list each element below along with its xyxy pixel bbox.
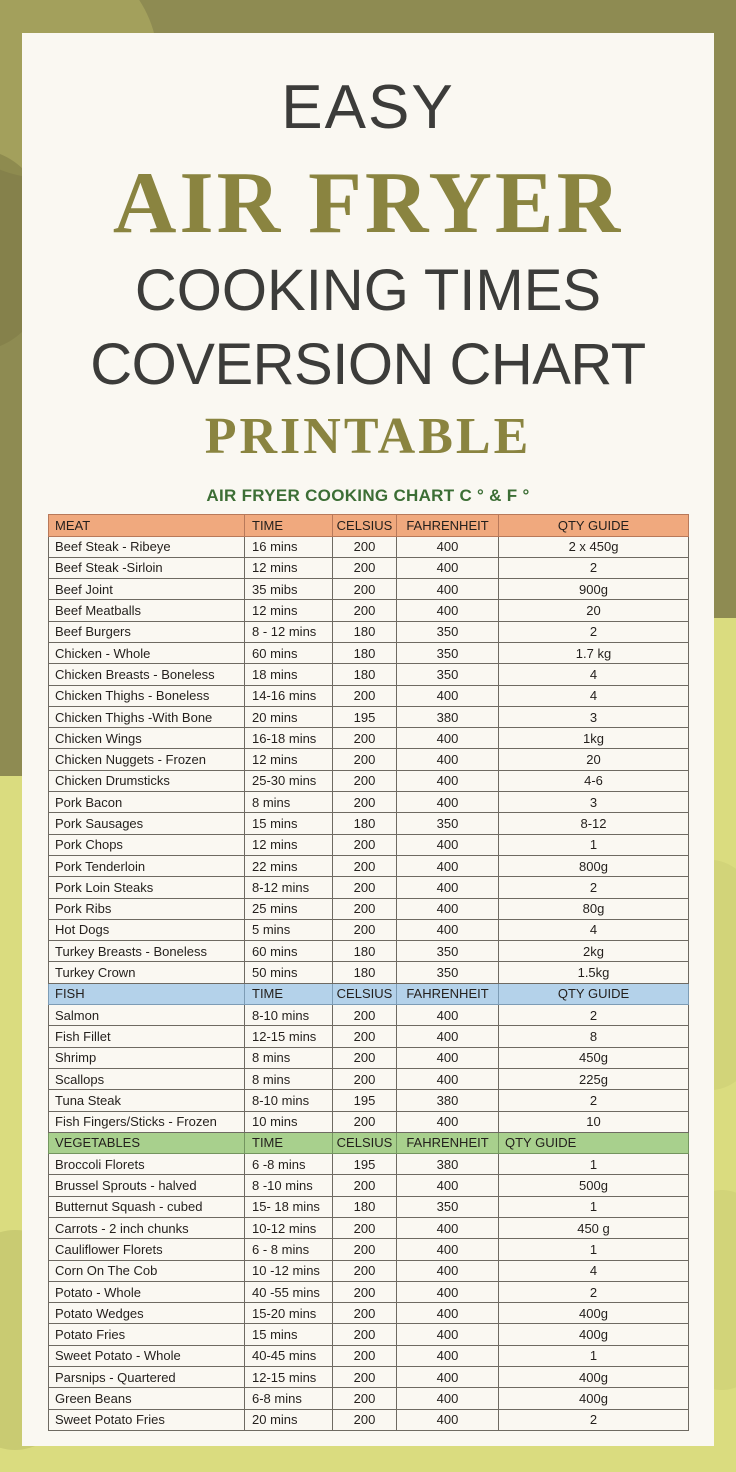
cell-time: 10-12 mins [245, 1218, 333, 1239]
cell-qty: 80g [499, 898, 689, 919]
cooking-chart-table [48, 514, 689, 1431]
cell-cel: 200 [333, 919, 397, 940]
cell-fah: 400 [397, 919, 499, 940]
cell-name: Carrots - 2 inch chunks [49, 1218, 245, 1239]
column-header-time: TIME [245, 983, 333, 1004]
table-row [49, 1090, 689, 1111]
cell-name: Brussel Sprouts - halved [49, 1175, 245, 1196]
cell-fah: 400 [397, 1026, 499, 1047]
cell-cel: 200 [333, 600, 397, 621]
column-header-time: TIME [245, 515, 333, 536]
cell-name: Sweet Potato - Whole [49, 1345, 245, 1366]
cell-qty: 10 [499, 1111, 689, 1132]
table-row [49, 1239, 689, 1260]
cell-name: Turkey Crown [49, 962, 245, 983]
cell-fah: 350 [397, 941, 499, 962]
column-header-celsius: CELSIUS [333, 983, 397, 1004]
cell-name: Pork Chops [49, 834, 245, 855]
cell-name: Chicken Breasts - Boneless [49, 664, 245, 685]
table-row [49, 1026, 689, 1047]
cell-time: 16-18 mins [245, 728, 333, 749]
table-row [49, 813, 689, 834]
cell-fah: 350 [397, 962, 499, 983]
column-header-time: TIME [245, 1132, 333, 1153]
cell-cel: 180 [333, 621, 397, 642]
cell-name: Sweet Potato Fries [49, 1409, 245, 1430]
cell-qty: 4-6 [499, 770, 689, 791]
cooking-chart-table-wrapper [48, 514, 688, 1431]
cell-qty: 8-12 [499, 813, 689, 834]
cell-time: 6 - 8 mins [245, 1239, 333, 1260]
cell-qty: 1.7 kg [499, 642, 689, 663]
cell-qty: 1 [499, 1196, 689, 1217]
cell-fah: 400 [397, 1281, 499, 1302]
cell-cel: 200 [333, 1409, 397, 1430]
table-row [49, 557, 689, 578]
cell-fah: 400 [397, 1303, 499, 1324]
cell-qty: 2 [499, 557, 689, 578]
table-row [49, 706, 689, 727]
cell-cel: 200 [333, 855, 397, 876]
cell-name: Beef Meatballs [49, 600, 245, 621]
cell-name: Chicken Thighs -With Bone [49, 706, 245, 727]
cell-time: 25 mins [245, 898, 333, 919]
cell-name: Salmon [49, 1005, 245, 1026]
cell-time: 15-20 mins [245, 1303, 333, 1324]
cell-qty: 800g [499, 855, 689, 876]
cell-name: Shrimp [49, 1047, 245, 1068]
cell-qty: 2 [499, 1005, 689, 1026]
cell-cel: 200 [333, 749, 397, 770]
cell-time: 8 -10 mins [245, 1175, 333, 1196]
cell-fah: 400 [397, 1005, 499, 1026]
column-header-meat: MEAT [49, 515, 245, 536]
cell-name: Chicken Nuggets - Frozen [49, 749, 245, 770]
cell-time: 20 mins [245, 1409, 333, 1430]
cell-time: 14-16 mins [245, 685, 333, 706]
cell-cel: 180 [333, 941, 397, 962]
section-header-row-vegetables [49, 1132, 689, 1153]
cell-cel: 200 [333, 1239, 397, 1260]
cooking-chart-body [49, 515, 689, 1431]
cell-fah: 400 [397, 792, 499, 813]
cell-fah: 400 [397, 1175, 499, 1196]
column-header-fahrenheit: FAHRENHEIT [397, 1132, 499, 1153]
cell-qty: 2 [499, 1090, 689, 1111]
title-line-air-fryer: AIR FRYER [112, 155, 624, 252]
cell-qty: 450 g [499, 1218, 689, 1239]
cell-name: Green Beans [49, 1388, 245, 1409]
cell-qty: 400g [499, 1388, 689, 1409]
cell-fah: 350 [397, 813, 499, 834]
cell-qty: 2 [499, 877, 689, 898]
cell-cel: 180 [333, 813, 397, 834]
table-row [49, 728, 689, 749]
cell-qty: 1 [499, 834, 689, 855]
cell-qty: 2 [499, 621, 689, 642]
cell-cel: 200 [333, 536, 397, 557]
cell-name: Turkey Breasts - Boneless [49, 941, 245, 962]
cell-qty: 2 [499, 1409, 689, 1430]
cell-name: Beef Steak - Ribeye [49, 536, 245, 557]
table-row [49, 792, 689, 813]
cell-time: 22 mins [245, 855, 333, 876]
table-row [49, 1111, 689, 1132]
column-header-fahrenheit: FAHRENHEIT [397, 983, 499, 1004]
cell-qty: 1 [499, 1345, 689, 1366]
table-row [49, 1218, 689, 1239]
cell-qty: 3 [499, 792, 689, 813]
cell-time: 16 mins [245, 536, 333, 557]
cell-cel: 195 [333, 1090, 397, 1111]
cell-cel: 200 [333, 1303, 397, 1324]
cell-name: Chicken - Whole [49, 642, 245, 663]
column-header-fahrenheit: FAHRENHEIT [397, 515, 499, 536]
cell-name: Pork Loin Steaks [49, 877, 245, 898]
cell-cel: 180 [333, 962, 397, 983]
title-line-coversion-chart: COVERSION CHART [90, 331, 646, 397]
table-row [49, 941, 689, 962]
cell-qty: 1.5kg [499, 962, 689, 983]
cell-cel: 200 [333, 1367, 397, 1388]
cell-time: 6 -8 mins [245, 1154, 333, 1175]
cell-qty: 400g [499, 1324, 689, 1345]
cell-fah: 400 [397, 877, 499, 898]
cell-time: 12 mins [245, 834, 333, 855]
cell-cel: 200 [333, 1111, 397, 1132]
table-row [49, 600, 689, 621]
table-row [49, 1409, 689, 1430]
cell-name: Cauliflower Florets [49, 1239, 245, 1260]
cell-cel: 200 [333, 1260, 397, 1281]
cell-cel: 200 [333, 1324, 397, 1345]
cell-time: 60 mins [245, 642, 333, 663]
cell-time: 8-12 mins [245, 877, 333, 898]
cell-fah: 400 [397, 579, 499, 600]
cell-fah: 400 [397, 1260, 499, 1281]
cell-fah: 350 [397, 621, 499, 642]
cell-cel: 200 [333, 1218, 397, 1239]
cell-fah: 380 [397, 1090, 499, 1111]
cell-name: Fish Fingers/Sticks - Frozen [49, 1111, 245, 1132]
cell-name: Potato - Whole [49, 1281, 245, 1302]
cell-time: 15 mins [245, 1324, 333, 1345]
cell-time: 6-8 mins [245, 1388, 333, 1409]
cell-name: Parsnips - Quartered [49, 1367, 245, 1388]
cell-time: 18 mins [245, 664, 333, 685]
cell-name: Potato Fries [49, 1324, 245, 1345]
cell-qty: 2kg [499, 941, 689, 962]
cell-cel: 200 [333, 685, 397, 706]
cell-fah: 380 [397, 706, 499, 727]
cell-time: 8-10 mins [245, 1090, 333, 1111]
table-row [49, 1196, 689, 1217]
title-line-easy: EASY [281, 73, 455, 142]
cell-name: Butternut Squash - cubed [49, 1196, 245, 1217]
cell-qty: 4 [499, 1260, 689, 1281]
section-header-row-meat [49, 515, 689, 536]
title-line-printable: PRINTABLE [204, 408, 532, 466]
cell-fah: 400 [397, 1111, 499, 1132]
cell-cel: 200 [333, 792, 397, 813]
cell-qty: 4 [499, 919, 689, 940]
cell-time: 40 -55 mins [245, 1281, 333, 1302]
cell-cel: 180 [333, 664, 397, 685]
cell-fah: 400 [397, 1068, 499, 1089]
cell-fah: 380 [397, 1154, 499, 1175]
cell-qty: 1kg [499, 728, 689, 749]
cell-fah: 400 [397, 898, 499, 919]
cell-fah: 400 [397, 728, 499, 749]
table-row [49, 855, 689, 876]
cell-qty: 2 [499, 1281, 689, 1302]
cell-time: 12 mins [245, 749, 333, 770]
title-line-cooking-times: COOKING TIMES [134, 257, 602, 323]
cell-time: 8-10 mins [245, 1005, 333, 1026]
cell-qty: 1 [499, 1154, 689, 1175]
column-header-celsius: CELSIUS [333, 1132, 397, 1153]
cell-qty: 4 [499, 664, 689, 685]
cell-qty: 8 [499, 1026, 689, 1047]
cell-qty: 2 x 450g [499, 536, 689, 557]
cell-time: 60 mins [245, 941, 333, 962]
cell-cel: 200 [333, 1175, 397, 1196]
cell-qty: 900g [499, 579, 689, 600]
cell-time: 15- 18 mins [245, 1196, 333, 1217]
table-row [49, 1154, 689, 1175]
table-row [49, 749, 689, 770]
cell-time: 25-30 mins [245, 770, 333, 791]
cell-fah: 400 [397, 1324, 499, 1345]
cell-cel: 200 [333, 1281, 397, 1302]
cell-qty: 400g [499, 1303, 689, 1324]
table-row [49, 1303, 689, 1324]
table-row [49, 1367, 689, 1388]
cell-name: Beef Burgers [49, 621, 245, 642]
cell-cel: 200 [333, 834, 397, 855]
cell-fah: 400 [397, 855, 499, 876]
cell-cel: 195 [333, 706, 397, 727]
cell-fah: 400 [397, 834, 499, 855]
cell-fah: 400 [397, 1218, 499, 1239]
cell-qty: 225g [499, 1068, 689, 1089]
table-row [49, 642, 689, 663]
cell-fah: 400 [397, 749, 499, 770]
cell-fah: 400 [397, 536, 499, 557]
cell-time: 12-15 mins [245, 1026, 333, 1047]
cell-cel: 180 [333, 642, 397, 663]
table-row [49, 877, 689, 898]
table-row [49, 685, 689, 706]
table-row [49, 770, 689, 791]
cell-cel: 195 [333, 1154, 397, 1175]
cell-cel: 200 [333, 728, 397, 749]
cell-fah: 400 [397, 1239, 499, 1260]
cell-qty: 4 [499, 685, 689, 706]
column-header-celsius: CELSIUS [333, 515, 397, 536]
cell-fah: 400 [397, 557, 499, 578]
cell-time: 50 mins [245, 962, 333, 983]
cell-cel: 200 [333, 877, 397, 898]
cell-cel: 200 [333, 1005, 397, 1026]
cell-fah: 400 [397, 770, 499, 791]
cell-qty: 450g [499, 1047, 689, 1068]
table-row [49, 621, 689, 642]
cell-name: Pork Ribs [49, 898, 245, 919]
poster-card [22, 33, 714, 1446]
cell-name: Broccoli Florets [49, 1154, 245, 1175]
table-row [49, 1324, 689, 1345]
cell-cel: 200 [333, 1026, 397, 1047]
cell-fah: 400 [397, 1367, 499, 1388]
cell-cel: 200 [333, 1388, 397, 1409]
cell-name: Pork Tenderloin [49, 855, 245, 876]
table-row [49, 1175, 689, 1196]
cell-cel: 200 [333, 557, 397, 578]
cell-qty: 3 [499, 706, 689, 727]
column-header-qty-guide: QTY GUIDE [499, 515, 689, 536]
cell-name: Hot Dogs [49, 919, 245, 940]
cell-name: Chicken Thighs - Boneless [49, 685, 245, 706]
cell-time: 12 mins [245, 600, 333, 621]
table-row [49, 1068, 689, 1089]
cell-time: 8 mins [245, 792, 333, 813]
cell-name: Chicken Wings [49, 728, 245, 749]
column-header-vegetables: VEGETABLES [49, 1132, 245, 1153]
cell-cel: 200 [333, 898, 397, 919]
cell-name: Pork Bacon [49, 792, 245, 813]
column-header-qty-guide: QTY GUIDE [499, 983, 689, 1004]
cell-cel: 200 [333, 579, 397, 600]
cell-cel: 180 [333, 1196, 397, 1217]
table-row [49, 834, 689, 855]
cell-fah: 400 [397, 1345, 499, 1366]
table-row [49, 919, 689, 940]
cell-time: 8 mins [245, 1047, 333, 1068]
column-header-fish: FISH [49, 983, 245, 1004]
cell-name: Scallops [49, 1068, 245, 1089]
cell-time: 8 - 12 mins [245, 621, 333, 642]
cell-name: Corn On The Cob [49, 1260, 245, 1281]
table-row [49, 664, 689, 685]
table-row [49, 536, 689, 557]
poster-titles [22, 33, 714, 472]
cell-name: Beef Steak -Sirloin [49, 557, 245, 578]
cell-fah: 400 [397, 1388, 499, 1409]
column-header-qty-guide: QTY GUIDE [499, 1132, 689, 1153]
cell-time: 10 -12 mins [245, 1260, 333, 1281]
cell-fah: 400 [397, 1047, 499, 1068]
table-row [49, 1005, 689, 1026]
cell-cel: 200 [333, 770, 397, 791]
cell-fah: 350 [397, 664, 499, 685]
table-row [49, 1047, 689, 1068]
cell-fah: 400 [397, 1409, 499, 1430]
cell-cel: 200 [333, 1047, 397, 1068]
cell-time: 12 mins [245, 557, 333, 578]
table-row [49, 579, 689, 600]
cell-time: 40-45 mins [245, 1345, 333, 1366]
cell-qty: 20 [499, 749, 689, 770]
cell-name: Potato Wedges [49, 1303, 245, 1324]
cell-name: Pork Sausages [49, 813, 245, 834]
cell-qty: 400g [499, 1367, 689, 1388]
table-row [49, 1388, 689, 1409]
table-row [49, 898, 689, 919]
chart-heading: AIR FRYER COOKING CHART C ° & F ° [206, 486, 530, 506]
cell-time: 35 mibs [245, 579, 333, 600]
cell-name: Beef Joint [49, 579, 245, 600]
cell-time: 8 mins [245, 1068, 333, 1089]
cell-cel: 200 [333, 1068, 397, 1089]
cell-fah: 400 [397, 600, 499, 621]
cell-time: 15 mins [245, 813, 333, 834]
cell-fah: 400 [397, 685, 499, 706]
table-row [49, 1345, 689, 1366]
table-row [49, 1260, 689, 1281]
section-header-row-fish [49, 983, 689, 1004]
cell-cel: 200 [333, 1345, 397, 1366]
cell-time: 12-15 mins [245, 1367, 333, 1388]
cell-fah: 350 [397, 642, 499, 663]
cell-qty: 20 [499, 600, 689, 621]
table-row [49, 962, 689, 983]
cell-name: Tuna Steak [49, 1090, 245, 1111]
cell-time: 20 mins [245, 706, 333, 727]
cell-qty: 500g [499, 1175, 689, 1196]
table-row [49, 1281, 689, 1302]
cell-time: 5 mins [245, 919, 333, 940]
cell-fah: 350 [397, 1196, 499, 1217]
cell-time: 10 mins [245, 1111, 333, 1132]
cell-name: Fish Fillet [49, 1026, 245, 1047]
cell-qty: 1 [499, 1239, 689, 1260]
cell-name: Chicken Drumsticks [49, 770, 245, 791]
